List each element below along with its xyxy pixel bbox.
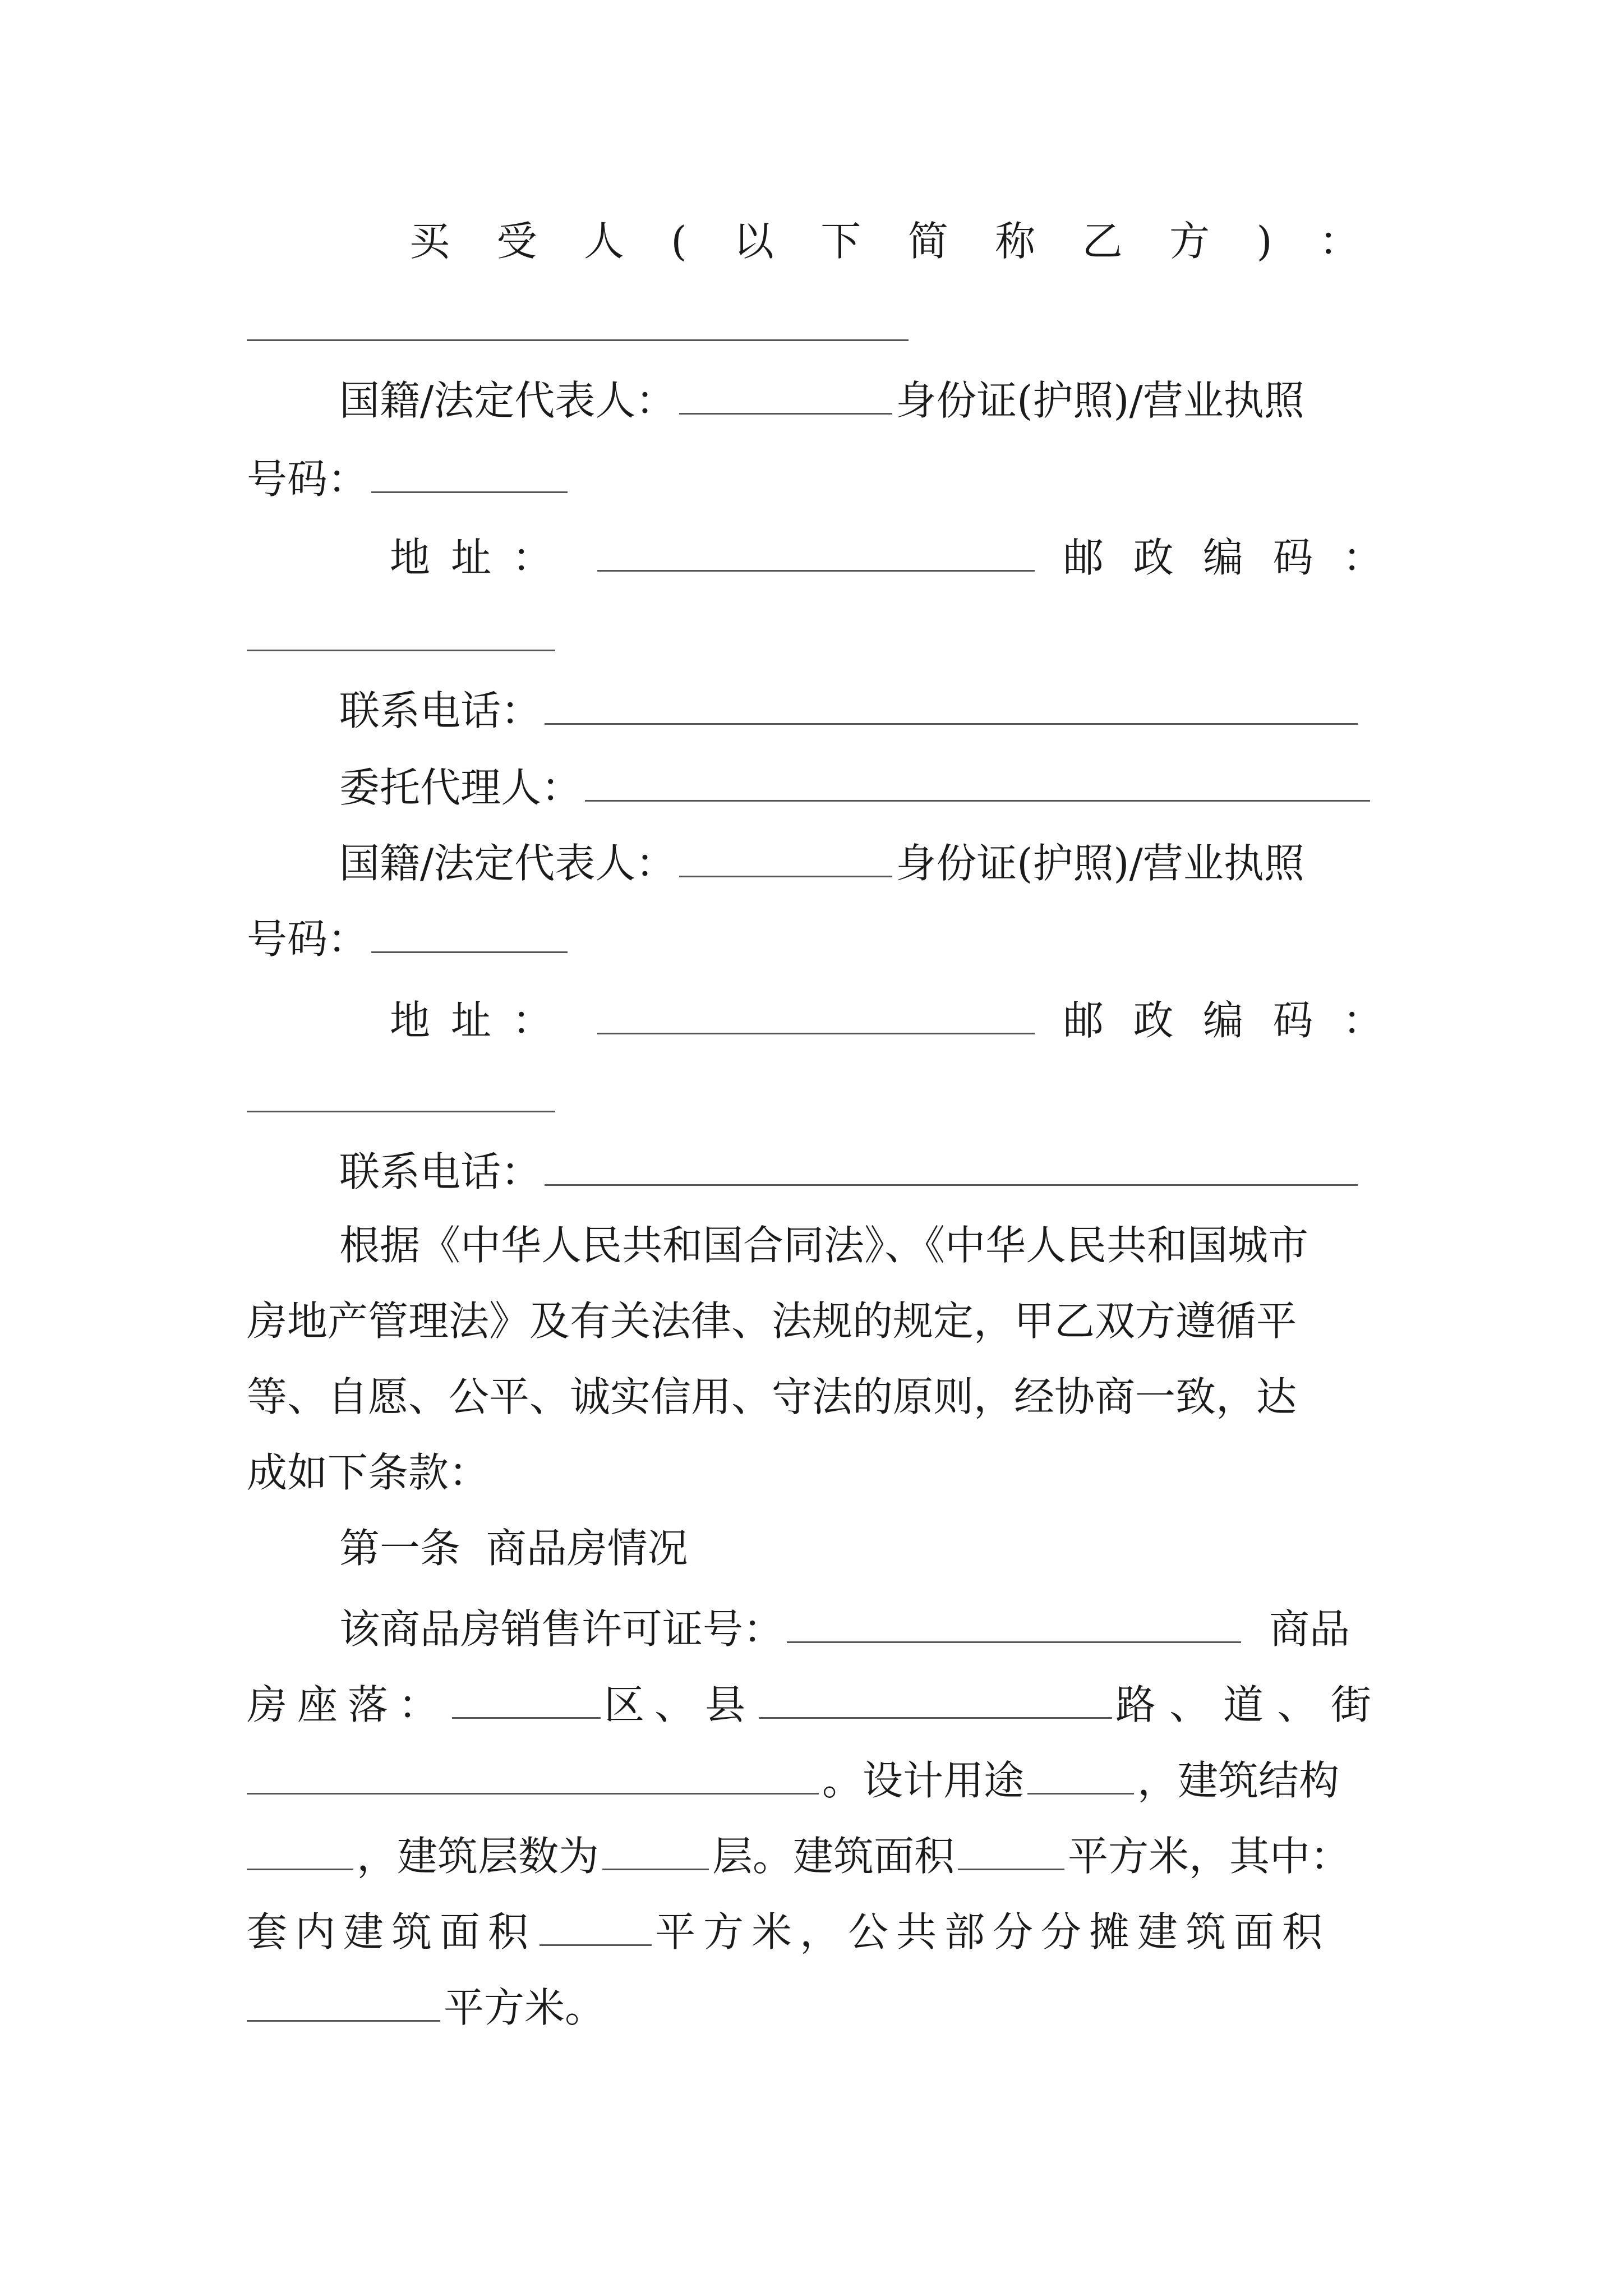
structure-label: ，建筑结构 [1137,1757,1340,1804]
article1-title: 第一条 商品房情况 [339,1525,688,1572]
permit-blank[interactable] [787,1593,1241,1643]
nationality-blank-2[interactable] [679,827,892,877]
design-line [247,1745,1387,1812]
nationality-blank[interactable] [679,365,892,415]
sqm-2: 平方米，公共部分分摊建筑面积 [655,1908,1331,1955]
design-use-label: 。设计用途 [822,1757,1025,1804]
heading-char: 买 [409,218,450,265]
inner-area-blank[interactable] [540,1896,652,1946]
phone-line-2 [339,1136,1387,1203]
heading-char: ) [1256,218,1272,265]
postcode-char: ： [1342,997,1383,1044]
inner-area-line [247,1896,1387,1963]
nationality-label: 国籍/法定代表人： [339,377,676,424]
heading-char: 乙 [1082,218,1123,265]
nationality-line-2 [339,827,1387,895]
heading-char: 下 [820,218,861,265]
postcode-char: 邮 [1063,997,1104,1044]
location-label: 房座落： [247,1681,449,1728]
address-char: ： [511,997,552,1044]
id-number-line [247,443,1387,510]
phone-blank-2[interactable] [545,1136,1358,1186]
id-number-blank[interactable] [371,443,568,493]
sqm-1: 平方米，其中： [1068,1833,1351,1880]
district-label: 区、县 [604,1681,756,1728]
postcode-char: ： [1342,534,1383,581]
nationality-label-2: 国籍/法定代表人： [339,840,676,887]
postcode-char: 码 [1272,534,1313,581]
heading-char: 称 [995,218,1036,265]
nationality-line [339,365,1387,432]
address-line [390,522,1387,589]
permit-tail: 商品 [1269,1605,1350,1653]
heading-char: 简 [907,218,948,265]
address-line-2 [390,984,1387,1052]
structure-blank[interactable] [247,1820,353,1870]
shared-area-line [247,1972,1387,2039]
agent-line [339,752,1387,819]
basis-line-2: 房地产管理法》及有关法律、法规的规定，甲乙双方遵循平 [247,1297,1297,1345]
floors-line [247,1820,1387,1888]
id-number-label: 号码： [247,455,368,503]
district-blank[interactable] [452,1669,601,1719]
address-char: 址 [450,534,491,581]
permit-line [339,1593,1387,1660]
id-number-line-2 [247,903,1387,970]
inner-area-label: 套内建筑面积 [247,1908,537,1955]
design-use-blank[interactable] [1027,1745,1134,1795]
sqm-3: 平方米。 [444,1984,606,2031]
postcode-char: 政 [1133,997,1174,1044]
postcode-label [1063,524,1383,591]
floors-unit: 层。建筑面积 [712,1833,955,1880]
basis-line-3: 等、自愿、公平、诚实信用、守法的原则，经协商一致，达 [247,1373,1297,1420]
heading-char: 以 [733,218,774,265]
address-char: 地 [390,997,431,1044]
area-blank[interactable] [958,1820,1064,1870]
address-blank-2[interactable] [597,984,1035,1034]
buyer-name-blank[interactable] [247,339,909,341]
id-number-label-2: 号码： [247,915,368,963]
address-label [390,524,552,591]
id-label: 身份证(护照)/营业执照 [896,377,1304,424]
id-number-blank-2[interactable] [371,903,568,953]
phone-label-2: 联系电话： [339,1148,542,1195]
phone-blank[interactable] [545,675,1358,725]
road-label: 路、道、街 [1115,1681,1385,1728]
postcode-label-2 [1063,987,1383,1054]
floors-blank[interactable] [602,1820,709,1870]
postcode-char: 政 [1133,534,1174,581]
location-line [247,1669,1387,1736]
road-blank[interactable] [759,1669,1112,1719]
postcode-char: 邮 [1063,534,1104,581]
address-char: 地 [390,534,431,581]
postcode-blank-2[interactable] [247,1111,555,1112]
heading-char: ： [1318,218,1359,265]
heading-char: 人 [583,218,624,265]
street-blank[interactable] [247,1745,819,1795]
phone-label: 联系电话： [339,687,542,734]
postcode-char: 码 [1272,997,1313,1044]
permit-label: 该商品房销售许可证号： [339,1605,784,1653]
phone-line [339,675,1387,742]
floors-label: ，建筑层数为 [357,1833,600,1880]
heading-char: 受 [496,218,537,265]
address-label-2 [390,987,552,1054]
postcode-char: 编 [1202,534,1243,581]
id-label-2: 身份证(护照)/营业执照 [896,840,1304,887]
buyer-heading [409,208,1359,275]
basis-line-1: 根据《中华人民共和国合同法》、《中华人民共和国城市 [339,1222,1309,1269]
address-char: ： [511,534,552,581]
agent-blank[interactable] [585,752,1370,802]
postcode-blank[interactable] [247,650,555,651]
postcode-char: 编 [1202,997,1243,1044]
agent-label: 委托代理人： [339,764,582,811]
heading-char: ( [671,218,687,265]
basis-line-4: 成如下条款： [247,1449,490,1496]
shared-area-blank[interactable] [247,1972,440,2022]
address-char: 址 [450,997,491,1044]
address-blank[interactable] [597,522,1035,572]
heading-char: 方 [1169,218,1210,265]
